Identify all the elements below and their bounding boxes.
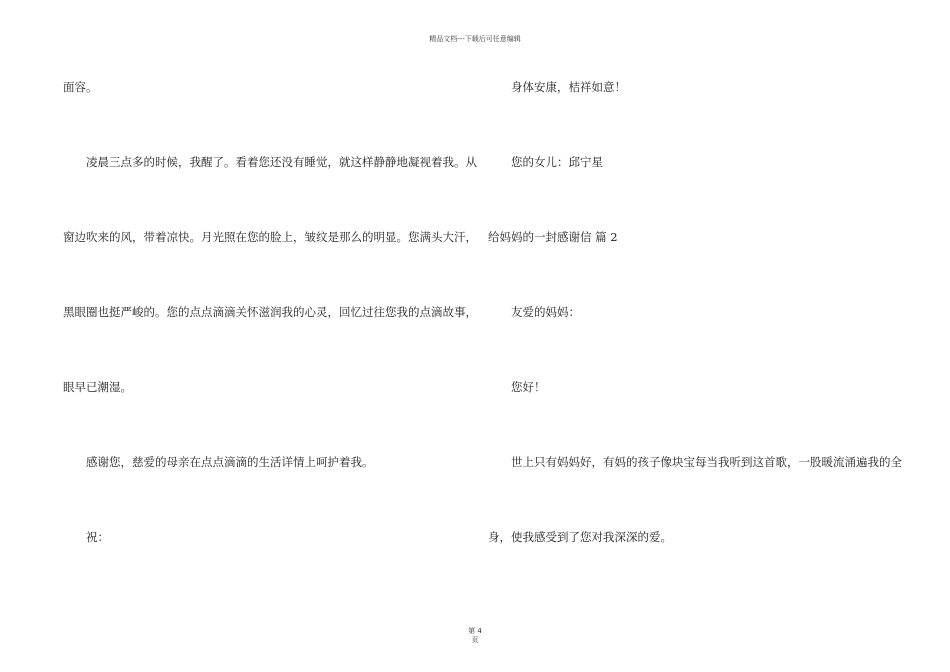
right-line-2: 您的女儿：邱宁星 (511, 155, 603, 169)
right-line-5: 您好！ (511, 380, 546, 394)
page-number-line1: 第 4 (468, 627, 482, 635)
page-number (463, 627, 487, 645)
left-line-4: 黑眼圈也挺严峻的。您的点点滴滴关怀滋润我的心灵，回忆过往您我的点滴故事， (63, 305, 477, 319)
page-header: 精品文档---下载后可任意编辑 (429, 35, 521, 43)
right-line-4: 友爱的妈妈： (511, 305, 580, 319)
left-line-5: 眼早已潮湿。 (63, 380, 132, 394)
right-line-7: 身，使我感受到了您对我深深的爱。 (488, 530, 672, 544)
left-line-2: 凌晨三点多的时候，我醒了。看着您还没有睡觉，就这样静静地凝视着我。从 (86, 155, 477, 169)
right-line-6: 世上只有妈妈好，有妈的孩子像块宝每当我听到这首歌，一股暖流涌遍我的全 (511, 455, 902, 469)
right-line-3: 给妈妈的一封感谢信 篇 2 (488, 230, 618, 244)
page-number-line2: 页 (471, 636, 479, 644)
left-line-6: 感谢您，慈爱的母亲在点点滴滴的生活详情上呵护着我。 (86, 455, 374, 469)
left-line-1: 面容。 (63, 80, 98, 94)
left-line-3: 窗边吹来的风，带着凉快。月光照在您的脸上，皱纹是那么的明显。您满头大汗， (63, 230, 477, 244)
right-line-1: 身体安康，桔祥如意！ (511, 80, 626, 94)
left-line-7: 祝： (86, 530, 109, 544)
